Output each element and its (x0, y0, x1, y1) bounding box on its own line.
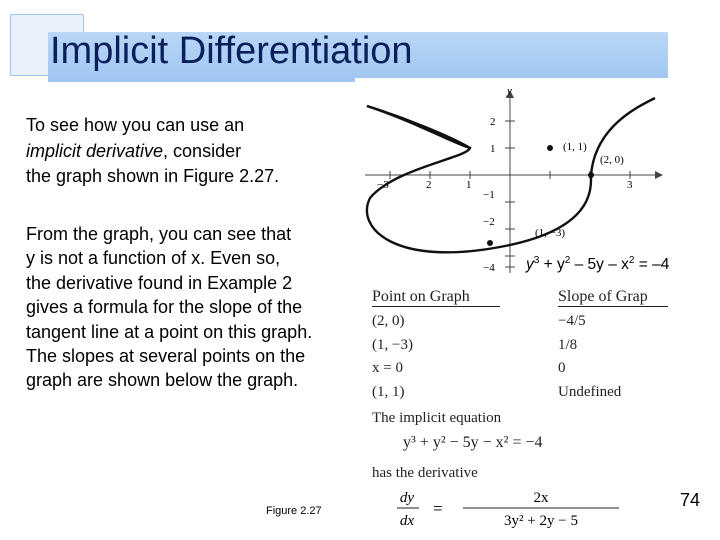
x-tick-label: −3 (377, 179, 389, 191)
intro-paragraph (26, 113, 356, 190)
point-1-1 (547, 145, 553, 151)
derivative-formula (395, 484, 635, 532)
x-tick-label: 1 (466, 179, 472, 191)
x-tick-label: 3 (627, 179, 633, 191)
table-row-slope: −4/5 (558, 313, 586, 329)
intro-italic-term: implicit derivative (26, 140, 164, 161)
intro-line-2-rest: , consider (163, 140, 242, 161)
table-header-rule (372, 306, 500, 307)
body-line: The slopes at several points on the (26, 346, 306, 367)
eq-y: y (526, 256, 534, 274)
body-line: the derivative found in Example 2 (26, 272, 293, 293)
deriv-rhs-den: 3y² + 2y − 5 (504, 513, 578, 529)
table-row-slope: Undefined (558, 384, 622, 400)
body-line: graph are shown below the graph. (26, 370, 299, 391)
table-row-point: x = 0 (372, 360, 403, 376)
point-label: (1, 1) (563, 141, 587, 153)
deriv-equals: = (433, 499, 443, 518)
figure-graph (355, 78, 675, 278)
table-row-point: (1, 1) (372, 384, 405, 400)
graph-equation (526, 255, 669, 274)
table-row-point: (2, 0) (372, 313, 405, 329)
eq-exp: 2 (564, 255, 571, 266)
table-header-rule (558, 306, 668, 307)
figure-background (355, 78, 675, 278)
eq-exp: 2 (628, 255, 635, 266)
table-row-slope: 1/8 (558, 337, 578, 353)
table-header-point: Point on Graph (372, 288, 470, 305)
intro-line-3: the graph shown in Figure 2.27. (26, 166, 280, 186)
y-tick-label: −1 (483, 189, 495, 201)
eq-part: – 5y – x (570, 256, 629, 274)
table-header-slope: Slope of Grap (558, 288, 648, 305)
deriv-lhs-den: dx (399, 513, 415, 529)
table-row-point: (1, −3) (372, 337, 413, 353)
body-paragraph (26, 222, 356, 393)
y-axis-label: y (507, 85, 512, 97)
point-label: (2, 0) (600, 154, 624, 166)
derivative-label: has the derivative (372, 465, 478, 481)
page-number: 74 (680, 490, 701, 510)
y-tick-label: 1 (490, 143, 496, 155)
body-line: y is not a function of x. Even so, (26, 248, 281, 269)
implicit-equation: y³ + y² − 5y − x² = −4 (403, 434, 543, 451)
eq-exp: 3 (533, 255, 540, 266)
point-label: (1, −3) (535, 227, 566, 239)
y-tick-label: 2 (490, 116, 496, 128)
deriv-rhs-num: 2x (533, 490, 549, 506)
point-2-0 (588, 172, 594, 178)
body-line: tangent line at a point on this graph. (26, 321, 313, 342)
slide-title: Implicit Differentiation (50, 30, 413, 72)
x-tick-label: 2 (426, 179, 432, 191)
deriv-lhs-num: dy (399, 490, 415, 506)
eq-part: = –4 (634, 256, 670, 274)
body-line: gives a formula for the slope of the (26, 297, 303, 318)
eq-part: + y (539, 256, 565, 274)
y-tick-label: −4 (483, 262, 495, 274)
body-line: From the graph, you can see that (26, 224, 292, 244)
figure-caption: Figure 2.27 (266, 505, 322, 517)
table-row-slope: 0 (558, 360, 566, 376)
implicit-equation-label: The implicit equation (372, 410, 502, 426)
intro-line-1: To see how you can use an (26, 115, 245, 135)
y-tick-label: −2 (483, 216, 495, 228)
point-1-neg3 (487, 240, 493, 246)
